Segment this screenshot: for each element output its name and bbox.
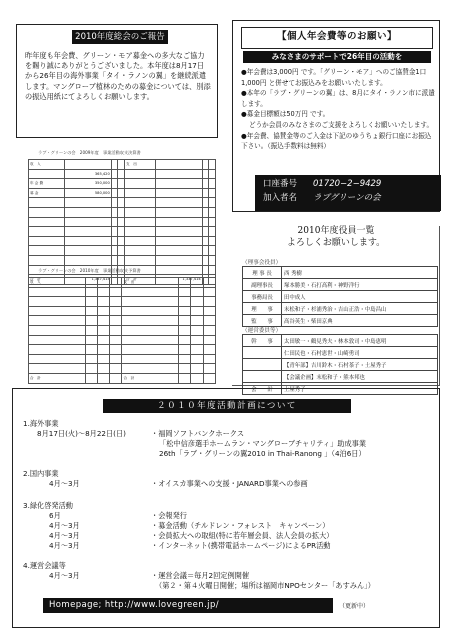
table-cell (125, 255, 156, 265)
officer-role: 会 計 (243, 383, 282, 395)
table-cell (209, 236, 216, 246)
table-cell (29, 255, 65, 265)
plan-overseas-grant: 「松中信彦選手ホームラン・マングローブチャリティ」助成事業 (159, 439, 367, 448)
table-cell (155, 207, 202, 217)
table-cell (29, 217, 65, 227)
table-cell (97, 325, 109, 335)
table-cell (97, 306, 109, 316)
plan-greening-date-2: 4月〜3月 (49, 521, 80, 530)
committee-heading: （運営委員等） (242, 328, 282, 334)
table-cell (29, 246, 65, 256)
officer-role: 幹 事 (243, 335, 282, 347)
table-cell (110, 287, 122, 297)
plan-greening-item-2: ・募金活動（チルドレン・フォレスト キャンペーン） (151, 521, 330, 530)
officer-names: 末松和子・杉浦秀治・吉山正浩・中島昌山 (282, 303, 438, 315)
budget-table-block (28, 268, 218, 384)
table-cell: 1,337,414 (64, 275, 111, 285)
table-row (29, 246, 216, 256)
table-cell (191, 287, 203, 297)
table-cell (97, 316, 109, 326)
table-cell (125, 198, 156, 208)
table-row (29, 217, 216, 227)
table-cell (85, 278, 97, 288)
officer-row (243, 371, 438, 383)
officer-role (243, 347, 282, 359)
table-cell (179, 278, 191, 288)
table-cell (209, 188, 216, 198)
table-cell: 支 出 (122, 278, 179, 288)
table-cell (125, 207, 156, 217)
table-cell: 収 入 (29, 278, 86, 288)
table-cell (85, 373, 97, 383)
plan-meeting-date: 4月〜3月 (49, 571, 80, 580)
officer-names: 高谷英生・柴田京典 (282, 315, 438, 327)
table-cell (85, 364, 97, 374)
table-cell (202, 188, 209, 198)
report-title: 2010年度総会のご報告 (72, 30, 168, 44)
table-cell (64, 207, 111, 217)
table-cell (111, 198, 118, 208)
table-cell (179, 297, 191, 307)
plan-title: ２０１０年度活動計画について (103, 399, 351, 413)
table-cell (155, 227, 202, 237)
table-cell: 募 金 (29, 188, 65, 198)
table-cell (111, 217, 118, 227)
table-cell (155, 246, 202, 256)
table-cell (203, 316, 215, 326)
officer-names: 【会議企画】末松和子・熊本邦也 (282, 371, 438, 383)
table-row (29, 236, 216, 246)
table-cell (111, 207, 118, 217)
officer-row (243, 347, 438, 359)
table-cell (203, 364, 215, 374)
officers-title: 2010年度役員一覧 (297, 226, 375, 236)
membership-item-support: どうか会員のみなさまのご支援をよろしくお願いいたします。 (249, 120, 434, 129)
table-cell (64, 246, 111, 256)
table-cell (209, 246, 216, 256)
board-table (242, 266, 438, 327)
table-cell (202, 217, 209, 227)
table-cell (118, 227, 125, 237)
table-cell (85, 287, 97, 297)
table-cell (118, 246, 125, 256)
table-cell: 年 会 費 (29, 179, 65, 189)
table-cell (118, 169, 125, 179)
membership-list (241, 67, 435, 152)
activity-plan-box (12, 388, 440, 628)
table-cell (209, 179, 216, 189)
table-cell (97, 335, 109, 345)
table-cell: 支 出 (125, 160, 156, 170)
officer-role (243, 371, 282, 383)
table-cell (118, 207, 125, 217)
officer-row (243, 359, 438, 371)
committee-table (242, 334, 438, 395)
table-cell (111, 179, 118, 189)
plan-overseas-heading: 1.海外事業 (23, 419, 59, 428)
table-row (29, 354, 216, 364)
table-cell: 合 計 (125, 275, 156, 285)
table-cell (209, 255, 216, 265)
table-cell (179, 345, 191, 355)
table-cell (155, 198, 202, 208)
table-cell (191, 373, 203, 383)
table-cell (155, 217, 202, 227)
plan-domestic-item: ・オイスカ事業への支援・JANARD事業への参画 (151, 479, 308, 488)
table-cell (29, 316, 86, 326)
plan-meeting-item: ・運営会議＝毎月2回定例開催 (151, 571, 250, 580)
settlement-table-title: ラブ・グリーンの会 2009年度 事業活動収支決算書 (38, 150, 141, 155)
table-row (29, 306, 216, 316)
table-cell (179, 364, 191, 374)
homepage-link[interactable]: Homepage; http://www.lovegreen.jp/ (43, 598, 333, 613)
board-heading: （理事会役員） (242, 260, 282, 266)
membership-box (232, 20, 440, 212)
table-cell (125, 169, 156, 179)
table-cell (64, 236, 111, 246)
table-row (29, 198, 216, 208)
table-cell (155, 188, 202, 198)
table-cell (191, 325, 203, 335)
table-cell (29, 345, 86, 355)
plan-greening-item-4: ・インターネット(携帯電話ホームページ)によるPR活動 (151, 541, 331, 550)
table-cell (85, 325, 97, 335)
table-cell (29, 207, 65, 217)
table-cell (64, 198, 111, 208)
table-cell: 合 計 (122, 373, 179, 383)
table-cell (64, 227, 111, 237)
table-cell (64, 217, 111, 227)
membership-title: 【個人年会費等のお願い】 (241, 27, 433, 49)
table-cell (118, 217, 125, 227)
plan-overseas-sponsor: ・福岡ソフトバンクホークス (151, 429, 245, 438)
table-cell: 合 計 (29, 275, 65, 285)
officer-role: 理 事 長 (243, 267, 282, 279)
table-cell (125, 236, 156, 246)
table-cell (209, 160, 216, 170)
table-cell (155, 236, 202, 246)
plan-greening-date-4: 4月〜3月 (49, 541, 80, 550)
table-cell (110, 325, 122, 335)
table-cell (97, 278, 109, 288)
plan-greening-item-3: ・会員拡大への取組(特に若年層会員、法人会員の拡大） (151, 531, 334, 540)
bank-account-box (255, 175, 441, 211)
officer-role (243, 359, 282, 371)
plan-meeting-heading: 4.運営会議等 (23, 561, 66, 570)
membership-item-wing: ●本年の「ラブ・グリーンの翼」は、8月にタイ・ラノン市に派遣します。 (241, 89, 435, 108)
membership-item-fee: ●年会費は3,000円 です。「グリーン・モア」へのご協賛金1口1,000円 と併せてお振込みをお願いいたします。 (241, 68, 427, 87)
table-cell (85, 316, 97, 326)
table-cell (202, 198, 209, 208)
table-cell: 365,420 (64, 169, 111, 179)
table-cell (202, 179, 209, 189)
table-cell (122, 316, 179, 326)
table-cell (191, 364, 203, 374)
table-cell (118, 188, 125, 198)
bank-account-number: 01720−2−9429 (313, 179, 382, 189)
table-cell (85, 335, 97, 345)
table-cell (29, 364, 86, 374)
table-cell (29, 236, 65, 246)
officer-names: 【青年部】吉川鈴木・石村茶子・土屋秀子 (282, 359, 438, 371)
budget-table (28, 277, 216, 384)
table-cell (202, 227, 209, 237)
table-cell (118, 179, 125, 189)
table-cell (209, 169, 216, 179)
table-cell (202, 236, 209, 246)
officer-row (243, 279, 438, 291)
table-cell (203, 306, 215, 316)
table-cell (85, 297, 97, 307)
table-cell (191, 316, 203, 326)
officer-role: 監 事 (243, 315, 282, 327)
officer-row (243, 267, 438, 279)
table-cell (29, 297, 86, 307)
table-cell (202, 255, 209, 265)
table-cell (203, 297, 215, 307)
bank-label-name: 加入者名 (263, 193, 298, 203)
report-box (16, 24, 218, 138)
table-cell (179, 306, 191, 316)
table-row (29, 325, 216, 335)
table-row (29, 207, 216, 217)
table-cell (29, 306, 86, 316)
table-cell (97, 373, 109, 383)
table-cell (97, 354, 109, 364)
officer-row (243, 315, 438, 327)
table-cell (155, 169, 202, 179)
table-cell (203, 335, 215, 345)
table-cell (179, 287, 191, 297)
table-cell (203, 373, 215, 383)
table-cell (179, 354, 191, 364)
table-cell (110, 345, 122, 355)
table-cell (125, 179, 156, 189)
table-cell (122, 325, 179, 335)
table-cell (203, 278, 215, 288)
table-cell (202, 246, 209, 256)
table-row (29, 278, 216, 288)
table-cell (110, 297, 122, 307)
table-cell (179, 335, 191, 345)
table-cell (111, 188, 118, 198)
membership-subtitle: みなさまのサポートで26年目の活動を (243, 51, 431, 63)
table-row (29, 364, 216, 374)
table-cell (97, 364, 109, 374)
table-cell (125, 217, 156, 227)
table-cell (29, 198, 65, 208)
officer-role: 理 事 (243, 303, 282, 315)
table-cell (122, 345, 179, 355)
table-cell (202, 207, 209, 217)
table-row (29, 227, 216, 237)
table-cell (97, 287, 109, 297)
table-cell (110, 306, 122, 316)
table-cell (122, 287, 179, 297)
plan-overseas-date: 8月17日(火)〜8月22日(日) (37, 429, 126, 438)
table-cell (29, 335, 86, 345)
table-cell (111, 255, 118, 265)
table-cell (64, 160, 111, 170)
table-cell (155, 255, 202, 265)
plan-domestic-date: 4月〜3月 (49, 479, 80, 488)
table-cell (110, 335, 122, 345)
table-cell (203, 287, 215, 297)
table-cell (209, 198, 216, 208)
table-cell (125, 188, 156, 198)
table-cell (97, 297, 109, 307)
table-cell (29, 287, 86, 297)
officer-row (243, 303, 438, 315)
table-cell (111, 236, 118, 246)
table-cell (110, 373, 122, 383)
table-cell (29, 354, 86, 364)
table-cell: 350,000 (64, 179, 111, 189)
table-cell (118, 236, 125, 246)
table-cell (209, 207, 216, 217)
plan-greening-date-1: 6月 (49, 511, 61, 520)
table-row (29, 297, 216, 307)
table-row (29, 169, 216, 179)
table-cell (191, 335, 203, 345)
table-cell (122, 354, 179, 364)
table-cell (179, 316, 191, 326)
table-cell (209, 217, 216, 227)
officer-names: 塚本勝美・石打高利・神野洋行 (282, 279, 438, 291)
budget-table-title: ラブ・グリーンの会 2010年度 事業活動収支予算書 (38, 268, 141, 273)
table-cell (191, 345, 203, 355)
table-row (29, 179, 216, 189)
table-row (29, 255, 216, 265)
officers-box (232, 226, 440, 393)
table-cell (111, 246, 118, 256)
table-cell (191, 278, 203, 288)
table-cell (155, 160, 202, 170)
table-cell (64, 255, 111, 265)
membership-item-transfer: ●年会費、協賛金等のご入金は下記のゆうちょ銀行口座にお振込下さい。（振込手数料は無料） (241, 131, 432, 151)
table-row (29, 160, 216, 170)
table-cell (203, 354, 215, 364)
report-body: 昨年度も年会費、グリーン・モア募金への多大なご協力を賜り誠にありがとうございました。本年度は8月17日から26年目の海外事業「タイ・ラノンの翼」を継続派遣します。マングローブ植林のための募金については、別添の振込用紙にてよろしくお願いします。 (25, 51, 211, 101)
table-cell (85, 354, 97, 364)
table-row (29, 188, 216, 198)
officers-subtitle: よろしくお願いします。 (286, 238, 386, 248)
officer-row (243, 335, 438, 347)
table-cell (111, 227, 118, 237)
table-cell (111, 160, 118, 170)
officer-row (243, 291, 438, 303)
table-cell (191, 354, 203, 364)
table-cell (97, 345, 109, 355)
table-cell: 1,337,414 (155, 275, 202, 285)
settlement-table (28, 159, 216, 285)
table-cell (118, 198, 125, 208)
table-cell (122, 297, 179, 307)
table-cell (202, 160, 209, 170)
plan-greening-date-3: 4月〜3月 (49, 531, 80, 540)
table-cell (111, 169, 118, 179)
plan-greening-item-1: ・会報発行 (151, 511, 187, 520)
table-cell (203, 325, 215, 335)
table-cell (118, 160, 125, 170)
officer-role: 副理事長 (243, 279, 282, 291)
table-cell (179, 373, 191, 383)
table-cell (29, 169, 65, 179)
table-cell: 580,000 (64, 188, 111, 198)
table-cell (110, 364, 122, 374)
plan-greening-heading: 3.緑化啓発活動 (23, 501, 73, 510)
officer-names: 太田敏一・鶴見秀夫・林本敦司・中島恵明 (282, 335, 438, 347)
table-cell (29, 325, 86, 335)
bank-account-name: ラブグリーンの会 (313, 193, 381, 203)
table-cell (122, 335, 179, 345)
table-row (29, 335, 216, 345)
bank-label-number: 口座番号 (263, 179, 298, 189)
plan-overseas-program: 26th「ラブ・グリーンの翼2010 in Thai-Ranong 」（4泊6日） (159, 449, 366, 458)
table-cell (179, 325, 191, 335)
table-cell (209, 227, 216, 237)
table-cell (85, 345, 97, 355)
officer-names: 土屋秀子 (282, 383, 438, 395)
officer-names: 仁田民也・石村恵世・山崎勇司 (282, 347, 438, 359)
table-cell (203, 345, 215, 355)
table-row (29, 373, 216, 383)
homepage-note: （更新中） (339, 603, 370, 610)
table-row (29, 287, 216, 297)
table-cell (191, 306, 203, 316)
plan-meeting-detail: （第２・第４火曜日開催；場所は福岡市NPOセンター「あすみん」） (155, 581, 375, 590)
table-cell (110, 354, 122, 364)
table-cell: 合 計 (29, 373, 86, 383)
table-row (29, 345, 216, 355)
table-cell (118, 255, 125, 265)
table-row (29, 316, 216, 326)
table-cell: 収 入 (29, 160, 65, 170)
table-cell (125, 246, 156, 256)
officer-names: 田中成人 (282, 291, 438, 303)
table-cell (122, 364, 179, 374)
officer-role: 事務局長 (243, 291, 282, 303)
table-cell (110, 278, 122, 288)
table-cell (191, 297, 203, 307)
table-cell (29, 227, 65, 237)
officer-names: 西 秀樹 (282, 267, 438, 279)
settlement-table-block (28, 150, 218, 285)
table-cell (85, 306, 97, 316)
membership-item-goal: ●募金目標額は50万円 です。 (241, 110, 330, 119)
table-cell (202, 169, 209, 179)
table-cell (125, 227, 156, 237)
table-cell (122, 306, 179, 316)
table-cell (155, 179, 202, 189)
table-cell (110, 316, 122, 326)
plan-domestic-heading: 2.国内事業 (23, 469, 59, 478)
